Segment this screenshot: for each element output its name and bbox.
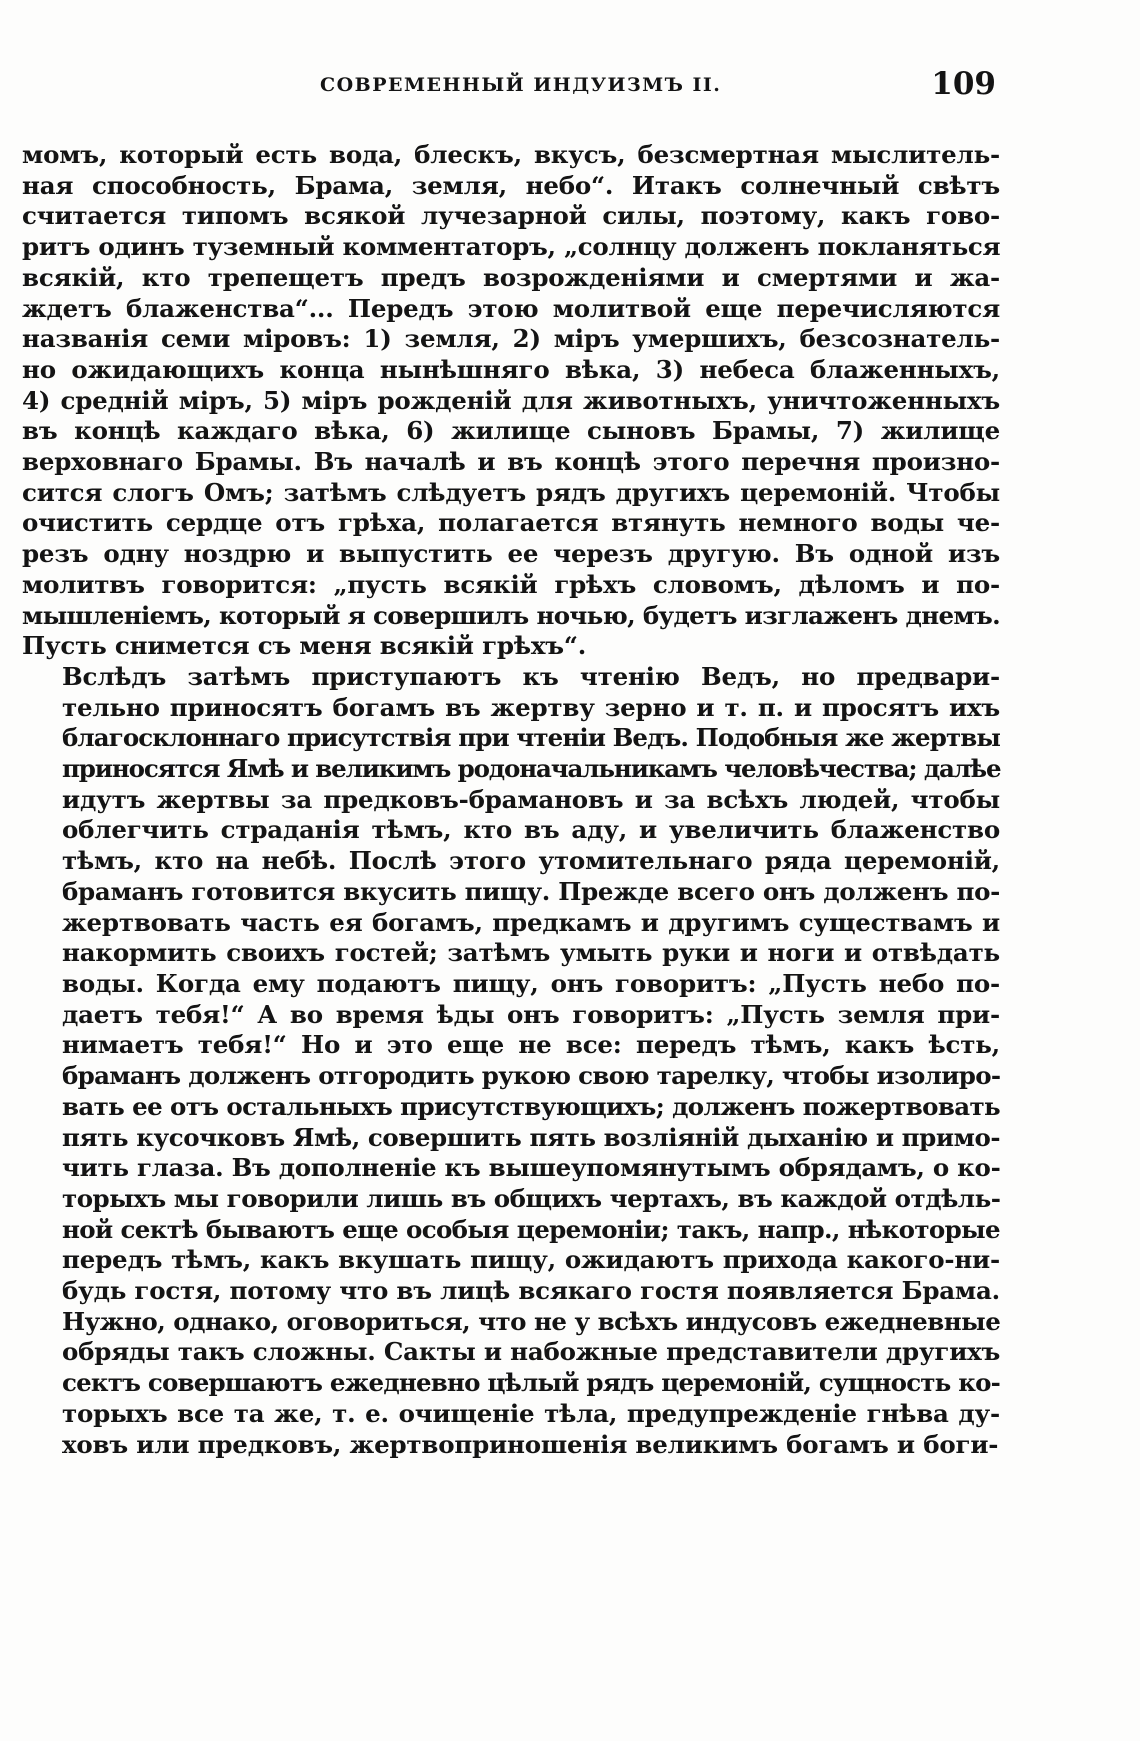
text-line: названія семи міровъ: 1) земля, 2) міръ умершихъ, безсознатель-	[22, 324, 1000, 354]
paragraph	[22, 662, 1000, 1307]
text-line: сектъ совершаютъ ежедневно цѣлый рядъ церемоній, сущность ко-	[62, 1368, 1001, 1398]
text-line: ритъ одинъ туземный комментаторъ, „солнцу долженъ покланяться	[22, 232, 1001, 262]
page-number: 109	[931, 66, 996, 102]
text-line: будь гостя, потому что въ лицѣ всякаго гостя появляется Брама.	[62, 1276, 1000, 1306]
text-line: браманъ готовится вкусить пищу. Прежде всего онъ долженъ по-	[62, 876, 1000, 906]
text-line: молитвъ говорится: „пусть всякій грѣхъ словомъ, дѣломъ и по-	[22, 569, 1000, 599]
text-line: сится слогъ Омъ; затѣмъ слѣдуетъ рядъ другихъ церемоній. Чтобы	[22, 477, 1000, 507]
text-line: очистить сердце отъ грѣха, полагается втянуть немного воды че-	[22, 508, 1000, 538]
text-line: резъ одну ноздрю и выпустить ее черезъ другую. Въ одной изъ	[22, 539, 1000, 569]
text-line: приносятся Ямѣ и великимъ родоначальникамъ человѣчества; далѣе	[62, 754, 1001, 784]
text-line: момъ, который есть вода, блескъ, вкусъ, безсмертная мыслитель-	[22, 140, 1000, 169]
text-line: ждетъ блаженства“... Передъ этою молитвой еще перечисляются	[22, 293, 1000, 323]
text-line: вать ее отъ остальныхъ присутствующихъ; долженъ пожертвовать	[62, 1091, 1000, 1121]
text-line: всякій, кто трепещетъ предъ возрожденіями и смертями и жа-	[22, 262, 1000, 292]
text-line: ной сектѣ бываютъ еще особыя церемоніи; такъ, напр., нѣкоторые	[62, 1214, 1000, 1244]
text-line: нимаетъ тебя!“ Но и это еще не все: передъ тѣмъ, какъ ѣсть,	[62, 1030, 1000, 1060]
text-line: Пусть снимется съ меня всякій грѣхъ“.	[22, 631, 587, 661]
text-line: ховъ или предковъ, жертвоприношенія великимъ богамъ и боги-	[62, 1429, 999, 1459]
running-head	[24, 66, 1004, 106]
text-line: браманъ долженъ отгородить рукою свою тарелку, чтобы изолиро-	[62, 1061, 1001, 1091]
text-line: пять кусочковъ Ямѣ, совершить пять возліяній дыханію и примо-	[62, 1122, 1001, 1152]
text-line: облегчить страданія тѣмъ, кто въ аду, и увеличить блаженство	[62, 815, 1000, 845]
text-line: мышленіемъ, который я совершилъ ночью, будетъ изглаженъ днемъ.	[22, 600, 1000, 630]
text-line: обряды такъ сложны. Сакты и набожные представители другихъ	[62, 1337, 1001, 1367]
text-line: тельно приносятъ богамъ въ жертву зерно и т. п. и просятъ ихъ	[62, 692, 1000, 722]
text-line: тѣмъ, кто на небѣ. Послѣ этого утомительнаго ряда церемоній,	[62, 846, 1000, 876]
text-line: считается типомъ всякой лучезарной силы, поэтому, какъ гово-	[22, 201, 1000, 231]
text-line: но ожидающихъ конца нынѣшняго вѣка, 3) небеса блаженныхъ,	[22, 354, 1000, 384]
text-line: въ концѣ каждаго вѣка, 6) жилище сыновъ Брамы, 7) жилище	[22, 416, 1000, 446]
text-line: передъ тѣмъ, какъ вкушать пищу, ожидаютъ прихода какого-ни-	[62, 1245, 1000, 1275]
text-line: воды. Когда ему подаютъ пищу, онъ говоритъ: „Пусть небо по-	[62, 968, 1000, 998]
text-line: благосклоннаго присутствія при чтеніи Ведъ. Подобныя же жертвы	[62, 723, 1000, 753]
text-line: верховнаго Брамы. Въ началѣ и въ концѣ этого перечня произно-	[22, 447, 1000, 477]
running-title: СОВРЕМЕННЫЙ ИНДУИЗМЪ II.	[320, 74, 722, 96]
text-line: чить глаза. Въ дополненіе къ вышеупомянутымъ обрядамъ, о ко-	[62, 1153, 1001, 1183]
text-line: Нужно, однако, оговориться, что не у всѣхъ индусовъ ежедневные	[62, 1306, 1001, 1336]
text-line: Вслѣдъ затѣмъ приступаютъ къ чтенію Ведъ, но предвари-	[62, 661, 1000, 691]
text-line: ная способность, Брама, земля, небо“. Итакъ солнечный свѣтъ	[22, 170, 1000, 200]
paragraph	[22, 1307, 1000, 1461]
text-line: торыхъ все та же, т. е. очищеніе тѣла, предупрежденіе гнѣва ду-	[62, 1398, 1000, 1428]
text-line: даетъ тебя!“ А во время ѣды онъ говоритъ: „Пусть земля при-	[62, 999, 1000, 1029]
text-line: жертвовать часть ея богамъ, предкамъ и другимъ существамъ и	[62, 907, 1000, 937]
paragraph	[22, 140, 1000, 662]
text-line: 4) средній міръ, 5) міръ рожденій для животныхъ, уничтоженныхъ	[22, 385, 1000, 415]
text-line: торыхъ мы говорили лишь въ общихъ чертахъ, въ каждой отдѣль-	[62, 1183, 1001, 1213]
body-text	[22, 140, 1000, 1460]
text-line: накормить своихъ гостей; затѣмъ умыть руки и ноги и отвѣдать	[62, 938, 1000, 968]
text-line: идутъ жертвы за предковъ-брамановъ и за всѣхъ людей, чтобы	[62, 784, 1000, 814]
